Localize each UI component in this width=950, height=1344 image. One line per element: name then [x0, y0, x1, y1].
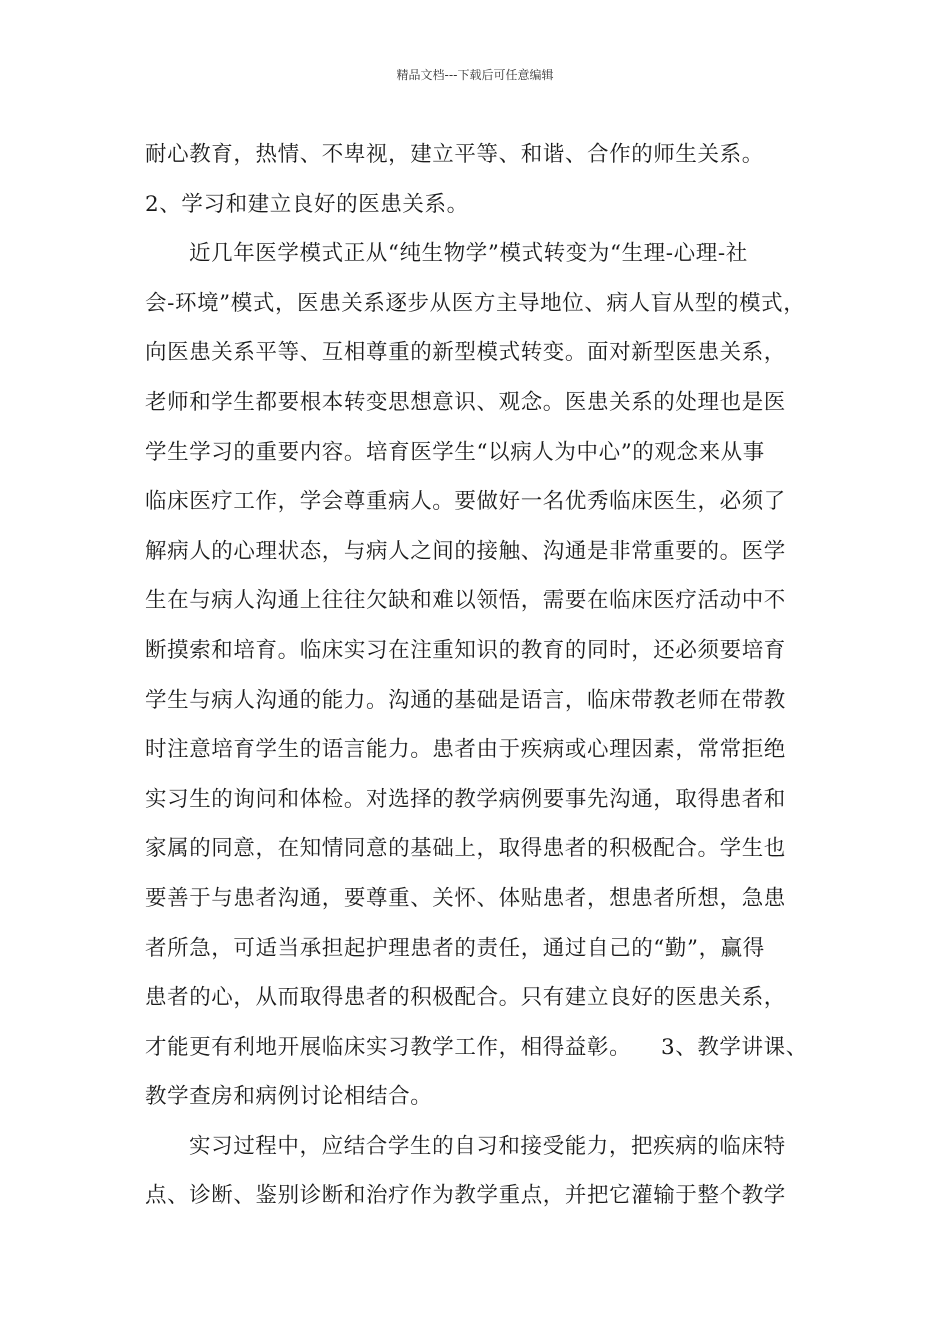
- text-line-13: 时注意培育学生的语言能力。患者由于疾病或心理因素，常常拒绝: [145, 737, 786, 763]
- text-line-14: 实习生的询问和体检。对选择的教学病例要事先沟通，取得患者和: [145, 786, 786, 812]
- text-line-2: 2、学习和建立良好的医患关系。: [145, 191, 469, 217]
- text-line-10: 生在与病人沟通上往往欠缺和难以领悟，需要在临床医疗活动中不: [145, 588, 786, 614]
- text-line-19: 才能更有利地开展临床实习教学工作，相得益彰。 3、教学讲课、: [145, 1034, 808, 1060]
- text-line-4: 会-环境”模式，医患关系逐步从医方主导地位、病人盲从型的模式，: [145, 290, 806, 316]
- text-line-21: 实习过程中，应结合学生的自习和接受能力，把疾病的临床特: [189, 1133, 786, 1159]
- text-line-6: 老师和学生都要根本转变思想意识、观念。医患关系的处理也是医: [145, 389, 786, 415]
- text-line-8: 临床医疗工作，学会尊重病人。要做好一名优秀临床医生，必须了: [145, 489, 786, 515]
- text-line-1: 耐心教育，热情、不卑视，建立平等、和谐、合作的师生关系。: [145, 142, 764, 167]
- text-line-7: 学生学习的重要内容。培育医学生“以病人为中心”的观念来从事: [145, 439, 765, 465]
- page-header: 精品文档---下载后可任意编辑: [396, 68, 554, 82]
- text-line-16: 要善于与患者沟通，要尊重、关怀、体贴患者，想患者所想，急患: [145, 885, 786, 911]
- text-line-12: 学生与病人沟通的能力。沟通的基础是语言，临床带教老师在带教: [145, 687, 786, 713]
- text-line-5: 向医患关系平等、互相尊重的新型模式转变。面对新型医患关系，: [145, 340, 786, 366]
- text-line-18: 患者的心，从而取得患者的积极配合。只有建立良好的医患关系，: [145, 985, 786, 1011]
- text-line-11: 断摸索和培育。临床实习在注重知识的教育的同时，还必须要培育: [145, 637, 786, 663]
- document-body: [145, 130, 825, 1221]
- text-line-20: 教学查房和病例讨论相结合。: [145, 1084, 433, 1110]
- text-line-17: 者所急，可适当承担起护理患者的责任，通过自己的“勤”，赢得: [145, 935, 765, 961]
- text-line-9: 解病人的心理状态，与病人之间的接触、沟通是非常重要的。医学: [145, 538, 786, 564]
- text-line-15: 家属的同意，在知情同意的基础上，取得患者的积极配合。学生也: [145, 836, 786, 862]
- text-line-22: 点、诊断、鉴别诊断和治疗作为教学重点，并把它灌输于整个教学: [145, 1183, 786, 1209]
- text-line-3: 近几年医学模式正从“纯生物学”模式转变为“生理-心理-社: [189, 241, 748, 267]
